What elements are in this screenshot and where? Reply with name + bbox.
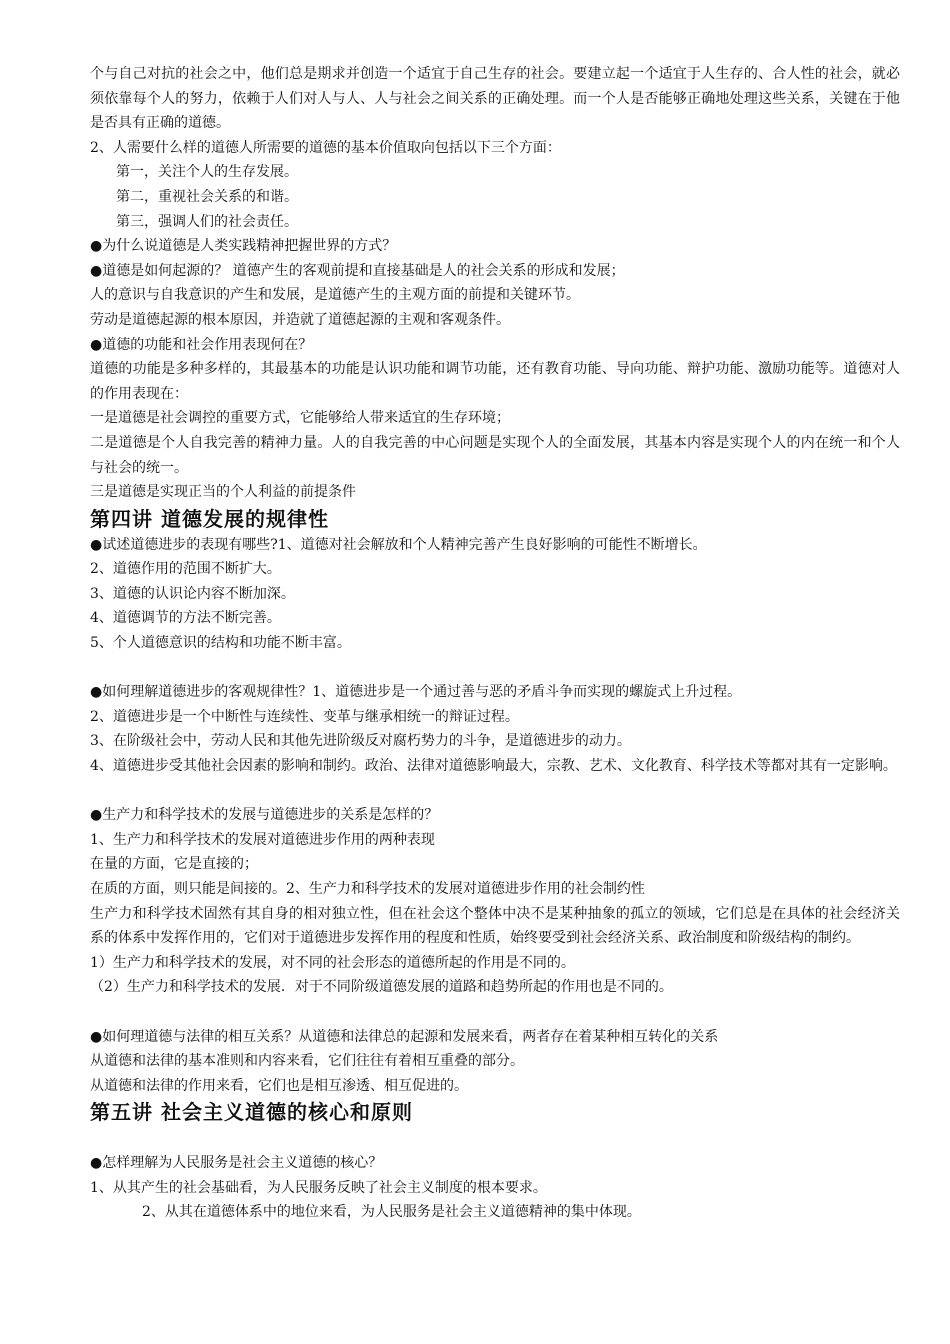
paragraph-social-factors: 4、道德进步受其他社会因素的影响和制约。政治、法律对道德影响最大，宗教、艺术、文化教育、科学技术等都对其有一定影响。 [90,758,897,775]
blank-line [90,779,900,804]
text-line: 5、个人道德意识的结构和功能不断丰富。 [90,635,351,652]
text-line: 第三，强调人们的社会责任。 [116,213,298,230]
text-line: 在质的方面，则只能是间接的。2、生产力和科学技术的发展对道德进步作用的社会制约性 [90,881,645,897]
text-line: 2、道德进步是一个中断性与连续性、变革与继承相统一的辩证过程。 [90,708,519,725]
blank-line [90,656,900,681]
text-line: 劳动是道德起源的根本原因，并造就了道德起源的主观和客观条件。 [90,311,510,328]
text-line: 第二，重视社会关系的和谐。 [116,188,298,205]
paragraph-society: 个与自己对抗的社会之中，他们总是期求并创造一个适宜于自己生存的社会。要建立起一个适宜于人生存的、合人性的社会，就必须依靠每个人的努力，依赖于人们对人与人、人与社会之间关系的正确处理。而一个人是否能够正确地处理这些关系，关键在于他是否具有正确的道德。 [90,66,900,132]
text-line: 3、道德的认识论内容不断加深。 [90,585,295,602]
text-line: 2、从其在道德体系中的地位来看，为人民服务是社会主义道德精神的集中体现。 [142,1204,641,1221]
blank-line [90,1000,900,1025]
question-line: ●道德的功能和社会作用表现何在？ [90,336,313,353]
text-line: 2、道德作用的范围不断扩大。 [90,561,281,578]
document-page [90,62,900,1225]
text-line: 3、在阶级社会中，劳动人民和其他先进阶级反对腐朽势力的斗争，是道德进步的动力。 [90,733,631,750]
question-line: ●试述道德进步的表现有哪些?1、道德对社会解放和个人精神完善产生良好影响的可能性不断增长。 [90,536,707,553]
text-line: 4、道德调节的方法不断完善。 [90,610,281,627]
paragraph-function: 道德的功能是多种多样的，其最基本的功能是认识功能和调节功能，还有教育功能、导向功能、辩护功能、激励功能等。道德对人的作用表现在： [90,361,900,402]
text-line: 1、从其产生的社会基础看，为人民服务反映了社会主义制度的根本要求。 [90,1179,547,1196]
text-line: 2、人需要什么样的道德人所需要的道德的基本价值取向包括以下三个方面： [90,139,561,156]
text-line: 从道德和法律的基本准则和内容来看，它们往往有着相互重叠的部分。 [90,1053,524,1070]
question-line: ●怎样理解为人民服务是社会主义道德的核心？ [90,1154,383,1171]
text-line: 人的意识与自我意识的产生和发展，是道德产生的主观方面的前提和关键环节。 [90,287,580,304]
section-heading-lecture-4: 第四讲 道德发展的规律性 [90,506,329,531]
text-line: 从道德和法律的作用来看，它们也是相互渗透、相互促进的。 [90,1077,468,1094]
question-line: ●生产力和科学技术的发展与道德进步的关系是怎样的？ [90,807,439,824]
question-line: ●道德是如何起源的？ 道德产生的客观前提和直接基础是人的社会关系的形成和发展； [90,262,625,279]
text-line: 1）生产力和科学技术的发展，对不同的社会形态的道德所起的作用是不同的。 [90,954,575,971]
question-line: ●为什么说道德是人类实践精神把握世界的方式？ [90,238,397,255]
blank-line [90,1126,900,1151]
section-heading-lecture-5: 第五讲 社会主义道德的核心和原则 [90,1100,413,1125]
paragraph-self-perfection: 二是道德是个人自我完善的精神力量。人的自我完善的中心问题是实现个人的全面发展，其基本内容是实现个人的内在统一和个人与社会的统一。 [90,434,900,476]
paragraph-productivity: 生产力和科学技术固然有其自身的相对独立性，但在社会这个整体中决不是某种抽象的孤立的领域，它们总是在具体的社会经济关系的体系中发挥作用的，它们对于道德进步发挥作用的程度和性质，始终要受到社会经济关系、政治制度和阶级结构的制约。 [90,905,900,947]
text-line: 1、生产力和科学技术的发展对道德进步作用的两种表现 [90,831,435,848]
text-line: （2）生产力和科学技术的发展．对于不同阶级道德发展的道路和趋势所起的作用也是不同的。 [90,979,673,996]
question-line: ●如何理解道德进步的客观规律性？1、道德进步是一个通过善与恶的矛盾斗争而实现的螺旋式上升过程。 [90,684,742,701]
text-line: 三是道德是实现正当的个人利益的前提条件 [90,484,356,501]
text-line: 第一，关注个人的生存发展。 [116,164,298,181]
question-line: ●如何理道德与法律的相互关系？从道德和法律总的起源和发展来看，两者存在着某种相互转化的关系 [90,1028,719,1045]
text-line: 一是道德是社会调控的重要方式，它能够给人带来适宜的生存环境； [90,410,510,427]
text-line: 在量的方面，它是直接的； [90,856,258,873]
